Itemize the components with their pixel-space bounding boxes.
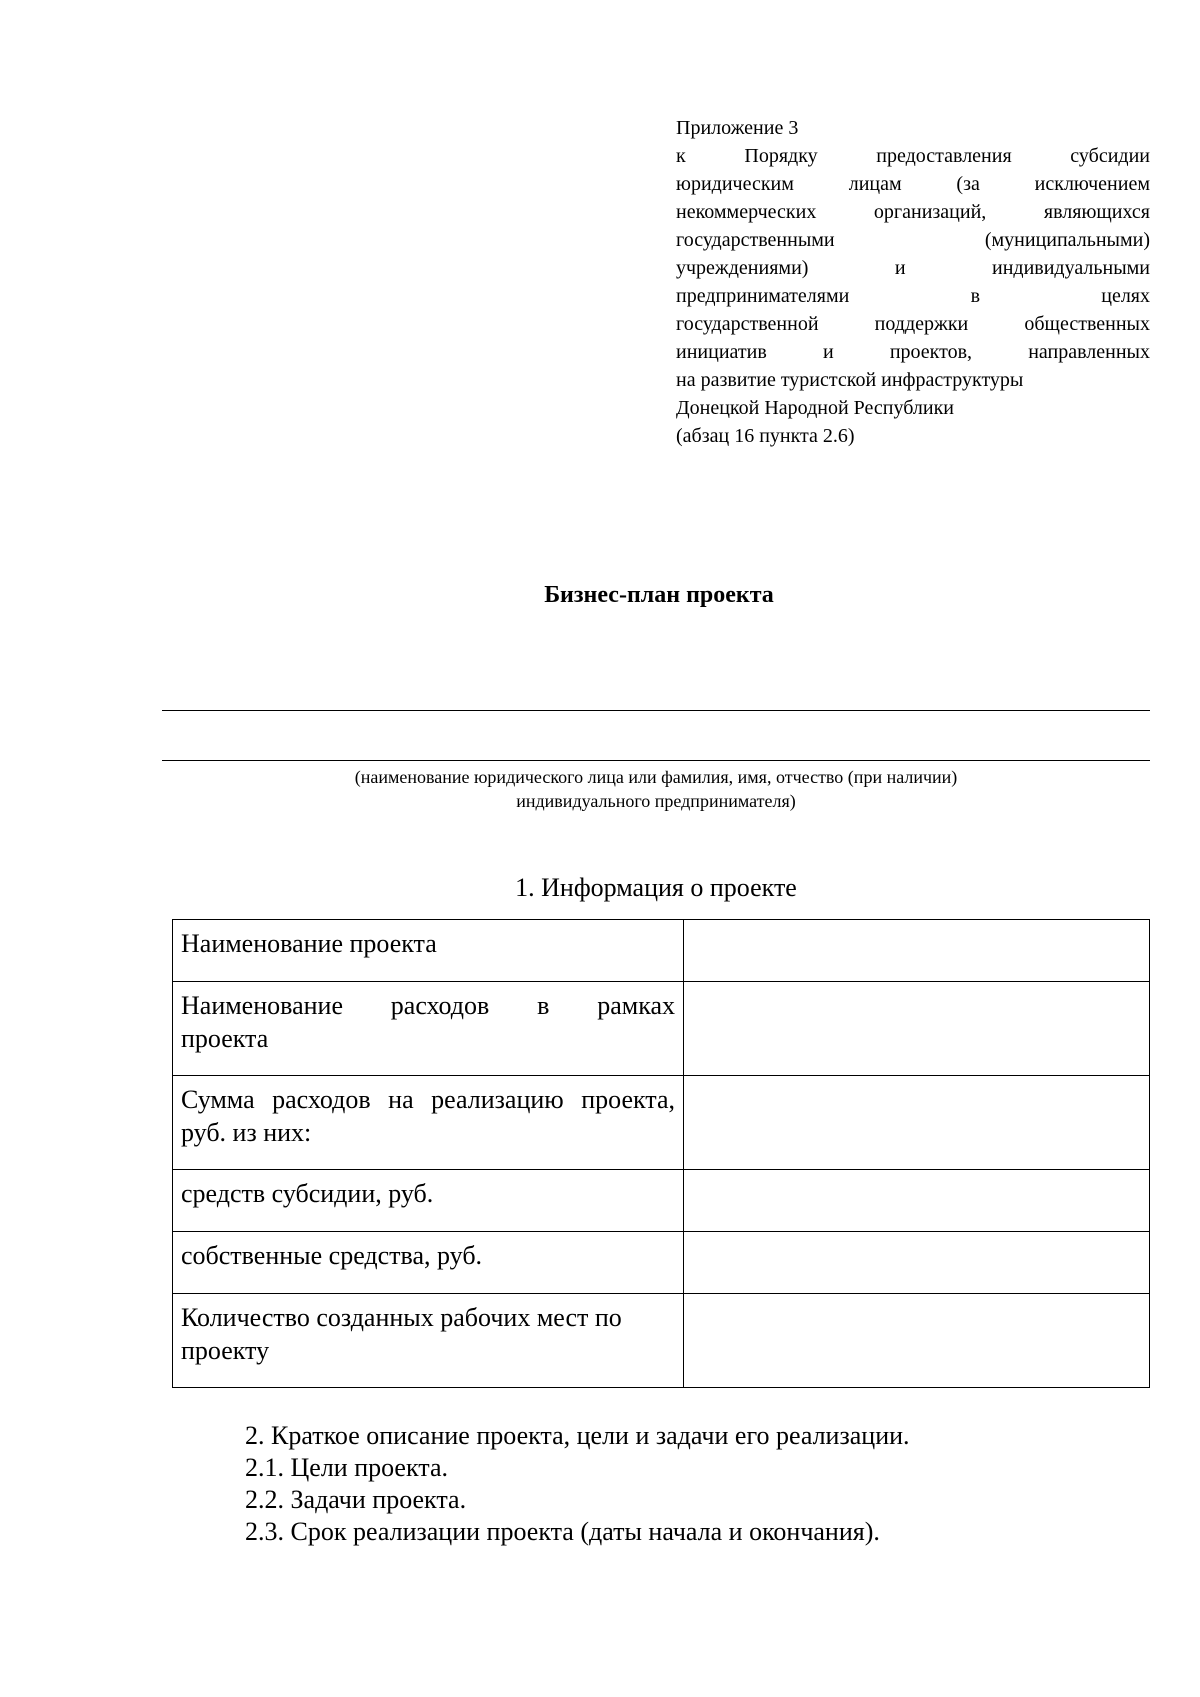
appendix-line: учреждениями) и индивидуальными [676,257,1150,279]
table-row [173,1076,1150,1170]
section-2-item: 2.1. Цели проекта. [245,1453,448,1482]
row-label: Наименование проекта [173,920,684,982]
table-row [173,1232,1150,1294]
name-caption [162,765,1150,813]
section-2-item: 2. Краткое описание проекта, цели и задачи его реализации. [245,1421,910,1450]
appendix-line: Приложение 3 [676,117,799,139]
section-2-item: 2.2. Задачи проекта. [245,1485,467,1514]
row-label-line: проекта [181,1024,269,1053]
row-value-cell [684,1232,1150,1294]
table-row [173,1170,1150,1232]
project-info-table [172,919,1150,1388]
appendix-header [676,114,1150,450]
row-value-cell [684,920,1150,982]
appendix-line: к Порядку предоставления субсидии [676,145,1150,167]
row-label-line: проекту [181,1336,270,1365]
section-2 [245,1420,1150,1548]
name-caption-line: (наименование юридического лица или фамилия, имя, отчество (при наличии) [354,767,958,787]
appendix-line: государственными (муниципальными) [676,229,1150,251]
document-title: Бизнес-план проекта [544,582,774,608]
name-caption-line: индивидуального предпринимателя) [516,791,796,811]
section-2-item: 2.3. Срок реализации проекта (даты начала и окончания). [245,1517,880,1546]
row-label-line: Количество созданных рабочих мест по [181,1303,622,1332]
table-row [173,982,1150,1076]
table-row [173,1294,1150,1388]
appendix-line: Донецкой Народной Республики [676,397,954,419]
appendix-line: государственной поддержки общественных [676,313,1150,335]
row-label: собственные средства, руб. [173,1232,684,1294]
table-row [173,920,1150,982]
name-fill-line-1 [162,710,1150,711]
row-label-line: Сумма расходов на реализацию проекта, [181,1085,675,1114]
name-fill-line-2 [162,760,1150,761]
appendix-line: некоммерческих организаций, являющихся [676,201,1150,223]
row-value-cell [684,1294,1150,1388]
row-value-cell [684,1170,1150,1232]
appendix-line: юридическим лицам (за исключением [676,173,1150,195]
row-label-line: руб. из них: [181,1118,312,1147]
row-label [173,1076,684,1170]
appendix-line: (абзац 16 пункта 2.6) [676,425,855,447]
row-label: средств субсидии, руб. [173,1170,684,1232]
appendix-line: инициатив и проектов, направленных [676,341,1150,363]
row-label [173,982,684,1076]
row-label [173,1294,684,1388]
appendix-line: предпринимателями в целях [676,285,1150,307]
row-value-cell [684,982,1150,1076]
section-1-title: 1. Информация о проекте [515,873,797,902]
appendix-line: на развитие туристской инфраструктуры [676,369,1024,391]
row-value-cell [684,1076,1150,1170]
row-label-line: Наименование расходов в рамках [181,991,675,1020]
